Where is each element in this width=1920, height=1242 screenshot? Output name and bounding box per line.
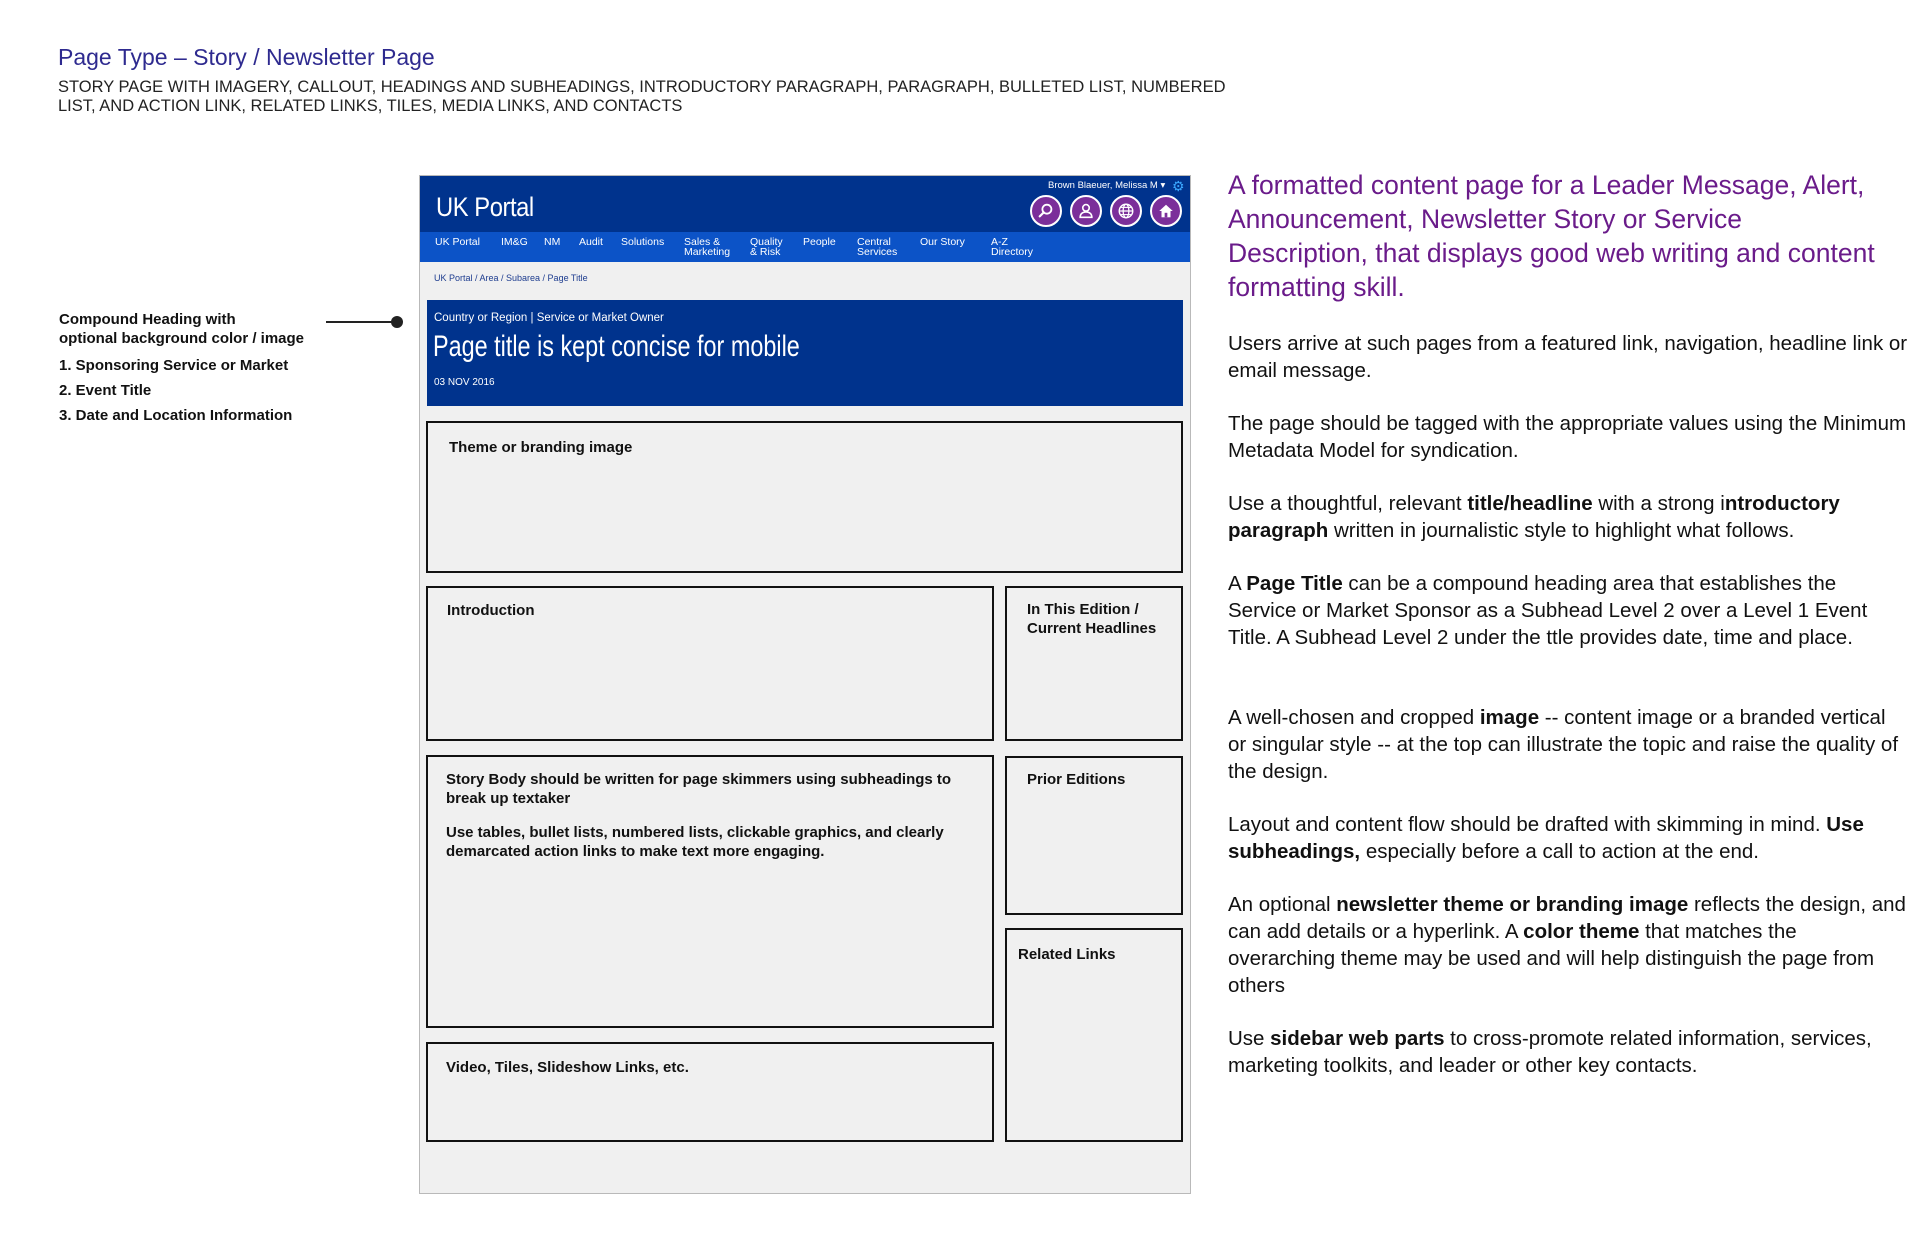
page-subtitle: STORY PAGE WITH IMAGERY, CALLOUT, HEADINGS AND SUBHEADINGS, INTRODUCTORY PARAGRAPH, PARAGRAPH, BULLETED LIST, NUMBERED LIST, AND ACTION LINK, RELATED LINKS, TILES, MEDIA LINKS, AND CONTACTS <box>58 78 1226 115</box>
nav-item-img[interactable]: IM&G <box>501 236 528 248</box>
box-label: Story Body should be written for page skimmers using subheadings to break up textaker <box>446 771 952 807</box>
gear-icon[interactable]: ⚙ <box>1172 178 1185 194</box>
nav-item-uk-portal[interactable]: UK Portal <box>435 236 480 248</box>
description-paragraph: A Page Title can be a compound heading area that establishes the Service or Market Sponsor as a Subhead Level 2 over a Level 1 Event Title. A Subhead Level 2 under the ttle provides date, time and place. <box>1228 572 1868 649</box>
in-this-edition-box <box>1005 586 1183 741</box>
annotation-heading-line: Compound Heading with <box>59 311 236 328</box>
theme-image-box <box>426 421 1183 573</box>
box-label: Introduction <box>447 602 535 619</box>
description-paragraph: Use sidebar web parts to cross-promote related information, services, marketing toolkits, and leader or other key contacts. <box>1228 1027 1872 1077</box>
breadcrumb[interactable]: UK Portal / Area / Subarea / Page Title <box>434 273 588 283</box>
box-label: Video, Tiles, Slideshow Links, etc. <box>446 1059 689 1076</box>
description-paragraph: An optional newsletter theme or branding image reflects the design, and can add details or a hyperlink. A color theme that matches the overarching theme may be used and will help distinguish the page from others <box>1228 893 1906 997</box>
annotation-leader-dot <box>391 316 403 328</box>
annotation-heading <box>59 310 339 348</box>
portal-nav <box>420 232 1190 262</box>
nav-item-people[interactable]: People <box>803 236 836 248</box>
description-paragraph: Use a thoughtful, relevant title/headline with a strong introductory paragraph written in journalistic style to highlight what follows. <box>1228 492 1840 542</box>
nav-item-az-directory[interactable]: A-Z Directory <box>991 236 1034 258</box>
box-label: Prior Editions <box>1027 771 1126 788</box>
annotation-item: 2. Event Title <box>59 382 152 399</box>
description-paragraph: The page should be tagged with the appropriate values using the Minimum Metadata Model for syndication. <box>1228 412 1907 462</box>
nav-item-nm[interactable]: NM <box>544 236 561 248</box>
profile-button[interactable] <box>1070 195 1102 227</box>
description-paragraph: Layout and content flow should be drafted with skimming in mind. Use subheadings, especially before a call to action at the end. <box>1228 813 1864 863</box>
home-icon <box>1157 202 1175 220</box>
nav-item-quality-risk[interactable]: Quality & Risk <box>750 236 783 258</box>
user-icon <box>1077 202 1095 220</box>
media-links-box <box>426 1042 994 1142</box>
nav-item-our-story[interactable]: Our Story <box>920 236 965 248</box>
compound-heading <box>427 300 1183 406</box>
annotation-item: 1. Sponsoring Service or Market <box>59 357 289 374</box>
introduction-box <box>426 586 994 741</box>
user-menu[interactable]: Brown Blaeuer, Melissa M ▾ <box>1048 180 1166 191</box>
box-label: Use tables, bullet lists, numbered lists, clickable graphics, and clearly demarcated action links to make text more engaging. <box>446 824 944 860</box>
annotation-item: 3. Date and Location Information <box>59 407 293 424</box>
annotation-leader-line <box>326 321 396 323</box>
portal-logo[interactable]: UK Portal <box>436 192 534 222</box>
description-paragraph: A well-chosen and cropped image -- content image or a branded vertical or singular style -- at the top can illustrate the topic and raise the quality of the design. <box>1228 706 1899 783</box>
search-icon <box>1037 202 1055 220</box>
nav-item-sales-marketing[interactable]: Sales & Marketing <box>684 236 731 258</box>
annotation-heading-line: optional background color / image <box>59 330 305 347</box>
prior-editions-box <box>1005 756 1183 915</box>
page-title: Page Type – Story / Newsletter Page <box>58 44 435 70</box>
description-lead: A formatted content page for a Leader Message, Alert, Announcement, Newsletter Story or Service Description, that displays good web writing and content formatting skill. <box>1228 170 1875 302</box>
compound-heading-annotation <box>59 310 339 431</box>
nav-item-central-services[interactable]: Central Services <box>857 236 898 258</box>
home-button[interactable] <box>1150 195 1182 227</box>
box-label: Related Links <box>1018 946 1116 963</box>
box-label: In This Edition / Current Headlines <box>1027 601 1157 637</box>
box-label: Theme or branding image <box>449 439 633 456</box>
description-paragraph: Users arrive at such pages from a featured link, navigation, headline link or email message. <box>1228 332 1908 382</box>
hero-title: Page title is kept concise for mobile <box>433 330 800 363</box>
story-body-box <box>426 755 994 1028</box>
related-links-box <box>1005 928 1183 1142</box>
nav-item-audit[interactable]: Audit <box>579 236 603 248</box>
portal-header <box>420 176 1190 232</box>
page-mockup <box>419 175 1191 1194</box>
globe-icon <box>1117 202 1135 220</box>
nav-item-solutions[interactable]: Solutions <box>621 236 665 248</box>
hero-kicker: Country or Region | Service or Market Owner <box>434 312 664 324</box>
hero-date: 03 NOV 2016 <box>434 377 495 388</box>
search-button[interactable] <box>1030 195 1062 227</box>
language-button[interactable] <box>1110 195 1142 227</box>
